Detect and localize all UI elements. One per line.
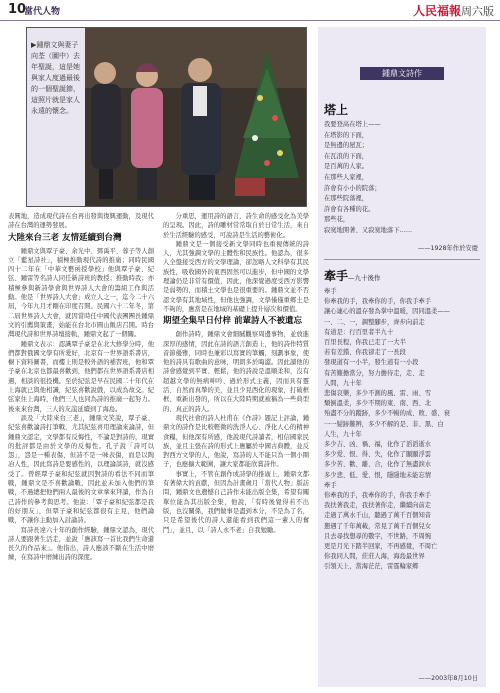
- paragraph: 鍾鼎文表示：認識覃子豪是在北大修學分時，他們都對俄國文學有所愛好，北京有一世界語系書店，櫥下資料圖書，而樓上則是較外語的補習班，他和覃子豪在北京也都最喜歡到，他們都在世界語系書店相遇，相談的很投機。至於紀弦是早在民國二十年代在上海就已與他相識，紀弦喜歡說戲，以成為故交。紀弦家住上海時，他們三人也同為詩的推廣一起努力。後來來台灣，三人的友誼延續到了海島。: [8, 340, 154, 413]
- poem-sidebar: [318, 27, 486, 687]
- family-photo-image: [85, 28, 306, 206]
- paragraph: 寫詩長達六十年的創作經驗，鍾鼎文認為，現代詩人要跟著生活走，並說「應該寫一首比我們生命還長久的作品來」。他指出，詩人應該不斷在生活中磨練，在寫詩中磨練出詩的深度。: [8, 526, 154, 562]
- article-column-2: [163, 212, 309, 535]
- poem-title-text: 牽手: [324, 269, 349, 283]
- photo-scene: [85, 28, 306, 206]
- poem-title-tower: 塔上: [324, 103, 349, 117]
- paper-name: [413, 2, 494, 19]
- paragraph: 談及「大陸來台三老」，鍾鼎文笑說，覃子豪、紀弦喜歡論詩打筆戰，尤其紀弦喜用理論來論詩，但鍾鼎文認定，文學都有反悔性，不論是對詩的，現實的批評都是由於文學的反悔性。孔子說「詩可以怨」，怨是一種表傷，但詩不是一味表傷，而是以陶冶人性，因此寫詩是要感性的，以理論談詩，就沒感受了。曾經覃子豪和紀弦就因對詩的看法不同而筆戰，鍾鼎文是不喜歡論戰，因此並未加入他們的筆戰，不過總把他們兩人最後的文章拿來拜讀，作為自己詩作的參考與思考。他說：「覃子豪和紀弦都是我的好朋友」，但覃子豪和紀弦都很有主見，他們論戰，不讓你主動加入討論詩。: [8, 414, 154, 525]
- paragraph: 分重思，運用詩的語言，詩生命的感受化為美學的呈現。因此，詩的雕材常常取自於日常生活，來自於生活經驗的感受，可說詩是生活的藝術化。: [163, 213, 309, 239]
- poem-subtitle: —九十後作: [348, 274, 381, 282]
- poem-tower-date: ——1928年作於安慶: [417, 245, 478, 252]
- paragraph: 現代社會的詩人杜甫在《作詩》題記上評論，鍾鼎文的詩作是比較輕微的洗淨人心、淨化人心的精神食糧，但他深有所感，他說現代詩讀者，相信國家民族，並且主張在詩的形式上應屬於中國古典體，並反對西方文學的人，他說，寫詩的人不能只為一個小圈子，也應擴大範圍，讓大家都能欣賞詩作。: [163, 414, 309, 469]
- paragraph: 鍾鼎文是一個接受新文學同時也重視傳統的詩人，尤其強調文學的主體性和民族性。他認為，很多人全盤接受西方的文學理論，卻忽略人文科學有其民族性，吸收國外的東西固然可以進步，但中國的文學理論仍是非常有價值，因此，他深覺過度受西方影響是弱勢的，而積土文學也是很重要的。鍾鼎文並不否認文學有其地域性，但他也強調，文學僅僅重鄉土是不夠的，應當是在地域的基礎上提升層次和價值。: [163, 240, 309, 313]
- photo-caption: ▶鍾鼎文與妻子向荃（圖中）去年聖誕，這是她與家人度過最後的一個聖誕節，這照片就是家人永遠的懷念。: [31, 41, 80, 115]
- page-number: 10: [8, 2, 27, 17]
- paragraph: 鍾鼎文與覃子豪、余光中、鄧禹平、蓉子等人創立「藍星詩社」，積極推動現代詩的推廣；同時民國四十二年在「中華文藝函授學校」他與覃子豪、紀弦、鍾雷等名詩人同任新詩班的教授；推動時我；亦積極參與新詩學會與世界詩人大會的籌組工作與活動。他是「世界詩人大會」成立人之一，迄今二十六屆，今年九月才剛在印度召開。民國六十二年冬，第二屆世界詩人大會，就因當時任中國代表團團長鍾鼎文的引薦與策畫，始能在台北市圓山飯店召開。時台灣現代詩和世界詩壇接軌，鍾鼎文起了一個關。: [8, 247, 154, 339]
- article-column-1: [8, 212, 154, 563]
- paper-suffix: 周六版: [461, 5, 494, 18]
- sidebar-tag: 鍾鼎文詩作: [360, 67, 444, 80]
- poem-tower: 我要登高在塔上—— 在塔影的下面， 是無邊的屋瓦； 在瓦浪的下面， 是百萬的人家。 在那些人家裡， 許會有小小的院落； 在那些院落裡， 許會有各種的花。 那些花， 寂寞地開著、又寂寞地落下……: [324, 121, 413, 234]
- poem-hold-hands-date: ——2003年8月10日: [418, 675, 478, 682]
- subheading-collection: 期望全集早日付梓 前輩詩人不被遺忘: [163, 316, 302, 327]
- paragraph: 創作詩時，鍾鼎文會細膩觀察周邊事物，並放進深厚的感情，因此在詩的語言創造上，他的詩作特質音節優雅，同時也兼彩以寫實的筆觸，刻劃事象，使他的詩具有歌曲的意味，明朗多於晦澀。因此讀他的詩會感覺到平實、輕鬆，他的詩說是溫順柔和，沒有超越文學的無病呻吟、過於形式主義，因而具有靈活、自然而真摯的美，並且少見西化的現象，打破框框、重新出發的，所以在大陸時期就被稱為一些典型的、真正的詩人。: [163, 331, 309, 413]
- page-header: [0, 0, 500, 21]
- subheading-friendship: 大陸來台三老 友情延續到台灣: [8, 232, 122, 243]
- divider: [324, 259, 480, 260]
- paragraph: 事實上，不管在創作或詩學的推廣上，鍾鼎文都有著偉大的貢獻，但因為計畫歲月「當代人物」版訪問，鍾鼎文也遺憾自己詩作未能出版全集，希望有關單位能為其出版全集，他說，「有時後覺得若不出版，也沒關係，我們做事是盡到本分，不是為了名，只是希望後代的詩人還能看到我們這一輩人的奮鬥」，並且，以「詩人永不老」自我勉勵。: [163, 470, 309, 534]
- poem-hold-hands: 牽手 你牽我的手，我牽你的手，你我手牽手 讓心連心的溫存發為掌中溫暖，因同溫柔—— 一、二、一，調整腳步，齊步向前走 有道是：行百里者半九十 百里長程，你我已走了一大半 若有差錯、你我卻走了一長段 發現道有一小半，發生道有一小段 有苦難擔當分，努力擔待走，走、走 人間，九十年 悲傷哀樂，多少不測的風、雷、雨、雪 頹倒溫柔，多少不期的東、南、西、北 殆盡不分的蹤跡，多少不暢的成、敗、盛、衰 一一疑跡難辨，多少不解的是、非、黑、白 人生，九十年 多少吉、凶、禍、福，化作了滔滔逝水 多少爱、恨、得、失，化作了顯顯浮雲 多少苦、歡、離、合，化作了無盡淚水 多少悲、低、愛、恨，隱隱地未能忘情 牽手 你牽我的手，我牽你的手，你我手牽手 我扶著我走，我扶著你走，繼續向前走 走過了萬水千山，聽過了萬千百個知音 懇遇了千年萬載，常見了萬千百個兒女 且去尋找想尋的數字，不世路，不周惋 更是月光下踏半回家，不再感覺，不周亡 你我同人間，莊莊人海，海島最世界 引領天上，當海茫茫，雷霆輪家鄉: [324, 288, 450, 571]
- section-title: 當代人物: [24, 7, 61, 17]
- photo: [26, 27, 307, 207]
- poem-title-hold-hands: [324, 267, 381, 284]
- intro-paragraph: 表圓地，造成現代詩在台再出發與復興運動，及現代詩在台灣的運勢發展。: [8, 213, 154, 230]
- photo-caption-box: [27, 28, 85, 206]
- paper-logo: 人民福報: [412, 4, 461, 18]
